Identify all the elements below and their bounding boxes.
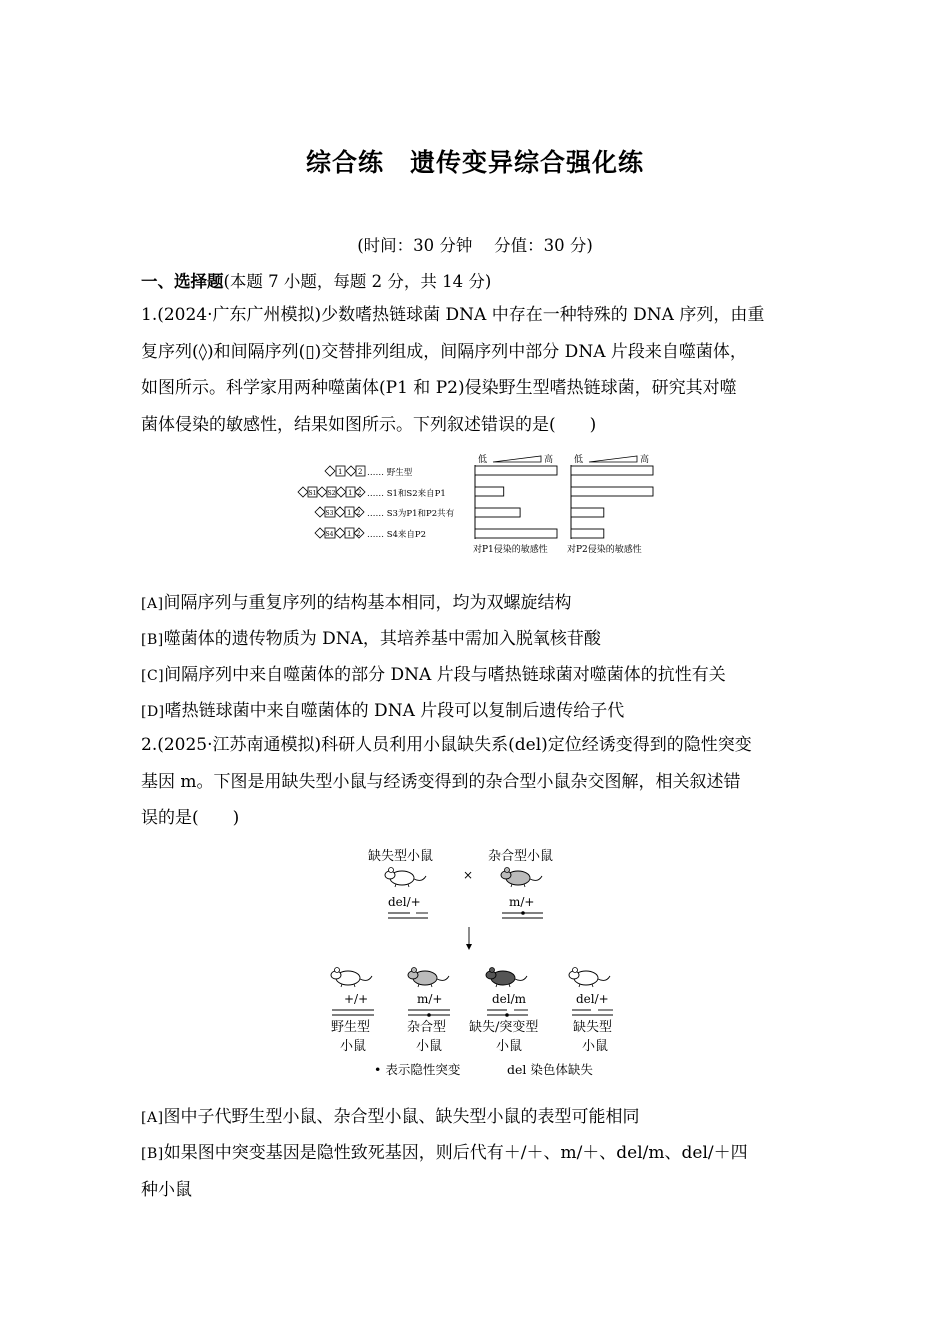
offspring-mouse-icon xyxy=(486,968,527,988)
option-text: 图中子代野生型小鼠、杂合型小鼠、缺失型小鼠的表型可能相同 xyxy=(163,1107,640,1127)
p1-scale-high: 高 xyxy=(544,455,554,465)
cross-symbol: × xyxy=(463,868,474,882)
q2-line: 2.(2025·江苏南通模拟)科研人员利用小鼠缺失系(del)定位经诱变得到的隐性突变 xyxy=(141,735,752,755)
spacer-tag: 1 xyxy=(347,530,352,538)
spacer-tag: S3 xyxy=(325,510,334,517)
section-prefix: 一、选择题 xyxy=(141,272,224,291)
mutation-dot xyxy=(505,1013,509,1017)
option-text: 间隔序列与重复序列的结构基本相同，均为双螺旋结构 xyxy=(163,593,572,613)
q1-line: 1.(2024·广东广州模拟)少数嗜热链球菌 DNA 中存在一种特殊的 DNA 序列，由重 xyxy=(141,305,765,325)
repeat-icon xyxy=(336,487,346,497)
mutation-dot xyxy=(521,911,525,915)
page-title: 综合练 遗传变异综合强化练 xyxy=(305,148,644,177)
p2-scale-high: 高 xyxy=(640,455,650,465)
option-tag: [B] xyxy=(141,632,164,648)
time-score-info: (时间：30 分钟 分值：30 分) xyxy=(357,236,593,255)
q2-line: 误的是( ) xyxy=(141,808,240,828)
offspring-genotype: m/+ xyxy=(417,992,443,1006)
offspring-label: 缺失型 xyxy=(573,1020,613,1035)
p2-bar xyxy=(571,487,653,496)
offspring-label: 野生型 xyxy=(331,1020,371,1035)
q2-option-b[interactable] xyxy=(141,1138,748,1163)
spacer-tag: 2 xyxy=(356,509,361,517)
offspring-label: 小鼠 xyxy=(416,1039,443,1054)
q1-option-c[interactable] xyxy=(141,660,726,685)
offspring-mouse-icon xyxy=(408,968,449,988)
option-tag: [B] xyxy=(141,1146,164,1162)
sequence-row-wildtype xyxy=(325,466,413,478)
repeat-icon xyxy=(317,487,327,497)
spacer-tag: S2 xyxy=(327,490,336,497)
repeat-icon xyxy=(335,528,345,538)
mutation-dot xyxy=(427,1013,431,1017)
q1-line: 菌体侵染的敏感性，结果如图所示。下列叙述错误的是( ) xyxy=(141,414,597,435)
offspring-label: 小鼠 xyxy=(582,1039,609,1054)
q2-line: 基因 m。下图是用缺失型小鼠与经诱变得到的杂合型小鼠杂交图解，相关叙述错 xyxy=(141,771,741,792)
legend-deletion: del 染色体缺失 xyxy=(507,1062,593,1077)
repeat-icon xyxy=(298,487,308,497)
row-label: …… S1和S2来自P1 xyxy=(367,489,446,499)
option-tag: [A] xyxy=(141,1110,164,1126)
repeat-icon xyxy=(315,507,325,517)
p2-scale-low: 低 xyxy=(574,455,584,465)
row-label: …… S3为P1和P2共有 xyxy=(367,509,455,519)
p1-bar xyxy=(475,466,557,475)
question-2-stem xyxy=(141,727,811,837)
spacer-tag: 1 xyxy=(338,468,343,476)
p1-caption: 对P1侵染的敏感性 xyxy=(473,545,548,555)
option-tag: [C] xyxy=(141,668,165,684)
parent1-mouse-icon xyxy=(385,868,426,888)
parent2-mouse-icon xyxy=(501,868,542,888)
offspring-label: 缺失/突变型 xyxy=(469,1020,539,1035)
option-tag: [D] xyxy=(141,704,165,720)
offspring-genotype: del/m xyxy=(492,992,527,1006)
q2-option-b-continued: 种小鼠 xyxy=(141,1180,192,1200)
parent1-genotype: del/+ xyxy=(388,895,421,909)
sequence-row-s1s2 xyxy=(298,487,446,499)
option-text: 嗜热链球菌中来自噬菌体的 DNA 片段可以复制后遗传给子代 xyxy=(164,701,625,721)
p1-bar xyxy=(475,529,557,538)
crispr-sensitivity-figure xyxy=(297,453,662,558)
p2-bar xyxy=(571,529,604,538)
offspring-mouse-icon xyxy=(331,968,372,988)
row-label: …… S4来自P2 xyxy=(367,530,427,540)
option-text: 间隔序列中来自噬菌体的部分 DNA 片段与嗜热链球菌对噬菌体的抗性有关 xyxy=(164,665,726,685)
option-text: 如果图中突变基因是隐性致死基因，则后代有＋/＋、m/＋、del/m、del/＋四 xyxy=(163,1143,748,1163)
section-heading xyxy=(141,268,491,292)
offspring-label: 小鼠 xyxy=(340,1039,367,1054)
p2-scale-wedge xyxy=(589,456,637,462)
row-label: …… 野生型 xyxy=(367,468,413,478)
spacer-tag: S4 xyxy=(325,531,334,538)
repeat-icon xyxy=(346,466,356,476)
p1-bar xyxy=(475,508,520,517)
repeat-icon xyxy=(325,466,335,476)
sequence-row-s4 xyxy=(315,528,426,540)
parent2-label: 杂合型小鼠 xyxy=(488,849,554,864)
offspring-label: 杂合型 xyxy=(407,1020,447,1035)
parent2-genotype: m/+ xyxy=(509,895,535,909)
q1-line: 如图所示。科学家用两种噬菌体(P1 和 P2)侵染野生型嗜热链球菌，研究其对噬 xyxy=(141,378,737,398)
option-tag: [A] xyxy=(141,596,164,612)
spacer-tag: 1 xyxy=(348,489,353,497)
option-text: 噬菌体的遗传物质为 DNA，其培养基中需加入脱氧核苷酸 xyxy=(163,629,601,649)
p2-bar xyxy=(571,508,604,517)
p1-scale-wedge xyxy=(493,456,541,462)
p2-caption: 对P2侵染的敏感性 xyxy=(567,545,642,555)
q2-option-a[interactable] xyxy=(141,1102,640,1127)
mouse-cross-figure xyxy=(326,843,626,1083)
offspring-genotype: +/+ xyxy=(344,992,369,1006)
section-note: (本题 7 小题，每题 2 分，共 14 分) xyxy=(223,272,492,291)
repeat-icon xyxy=(315,528,325,538)
offspring-label: 小鼠 xyxy=(496,1039,523,1054)
spacer-tag: 1 xyxy=(347,509,352,517)
q1-option-d[interactable] xyxy=(141,696,624,721)
arrow-head xyxy=(466,944,472,950)
p2-bar xyxy=(571,466,653,475)
q1-line: 复序列(◊)和间隔序列(▯)交替排列组成，间隔序列中部分 DNA 片段来自噬菌体， xyxy=(141,341,747,362)
p1-bar xyxy=(475,487,504,496)
repeat-icon xyxy=(335,507,345,517)
parent1-label: 缺失型小鼠 xyxy=(368,849,434,864)
q1-option-b[interactable] xyxy=(141,624,601,649)
sequence-row-s3 xyxy=(315,507,455,519)
question-1-stem xyxy=(141,297,811,443)
offspring-mouse-icon xyxy=(569,968,610,988)
spacer-tag: 2 xyxy=(358,468,363,476)
spacer-tag: S1 xyxy=(308,490,317,497)
spacer-tag: 2 xyxy=(357,489,362,497)
spacer-tag: 2 xyxy=(356,530,361,538)
legend-mutation: • 表示隐性突变 xyxy=(374,1062,461,1077)
offspring-genotype: del/+ xyxy=(576,992,609,1006)
p1-scale-low: 低 xyxy=(478,455,488,465)
q1-option-a[interactable] xyxy=(141,588,572,613)
